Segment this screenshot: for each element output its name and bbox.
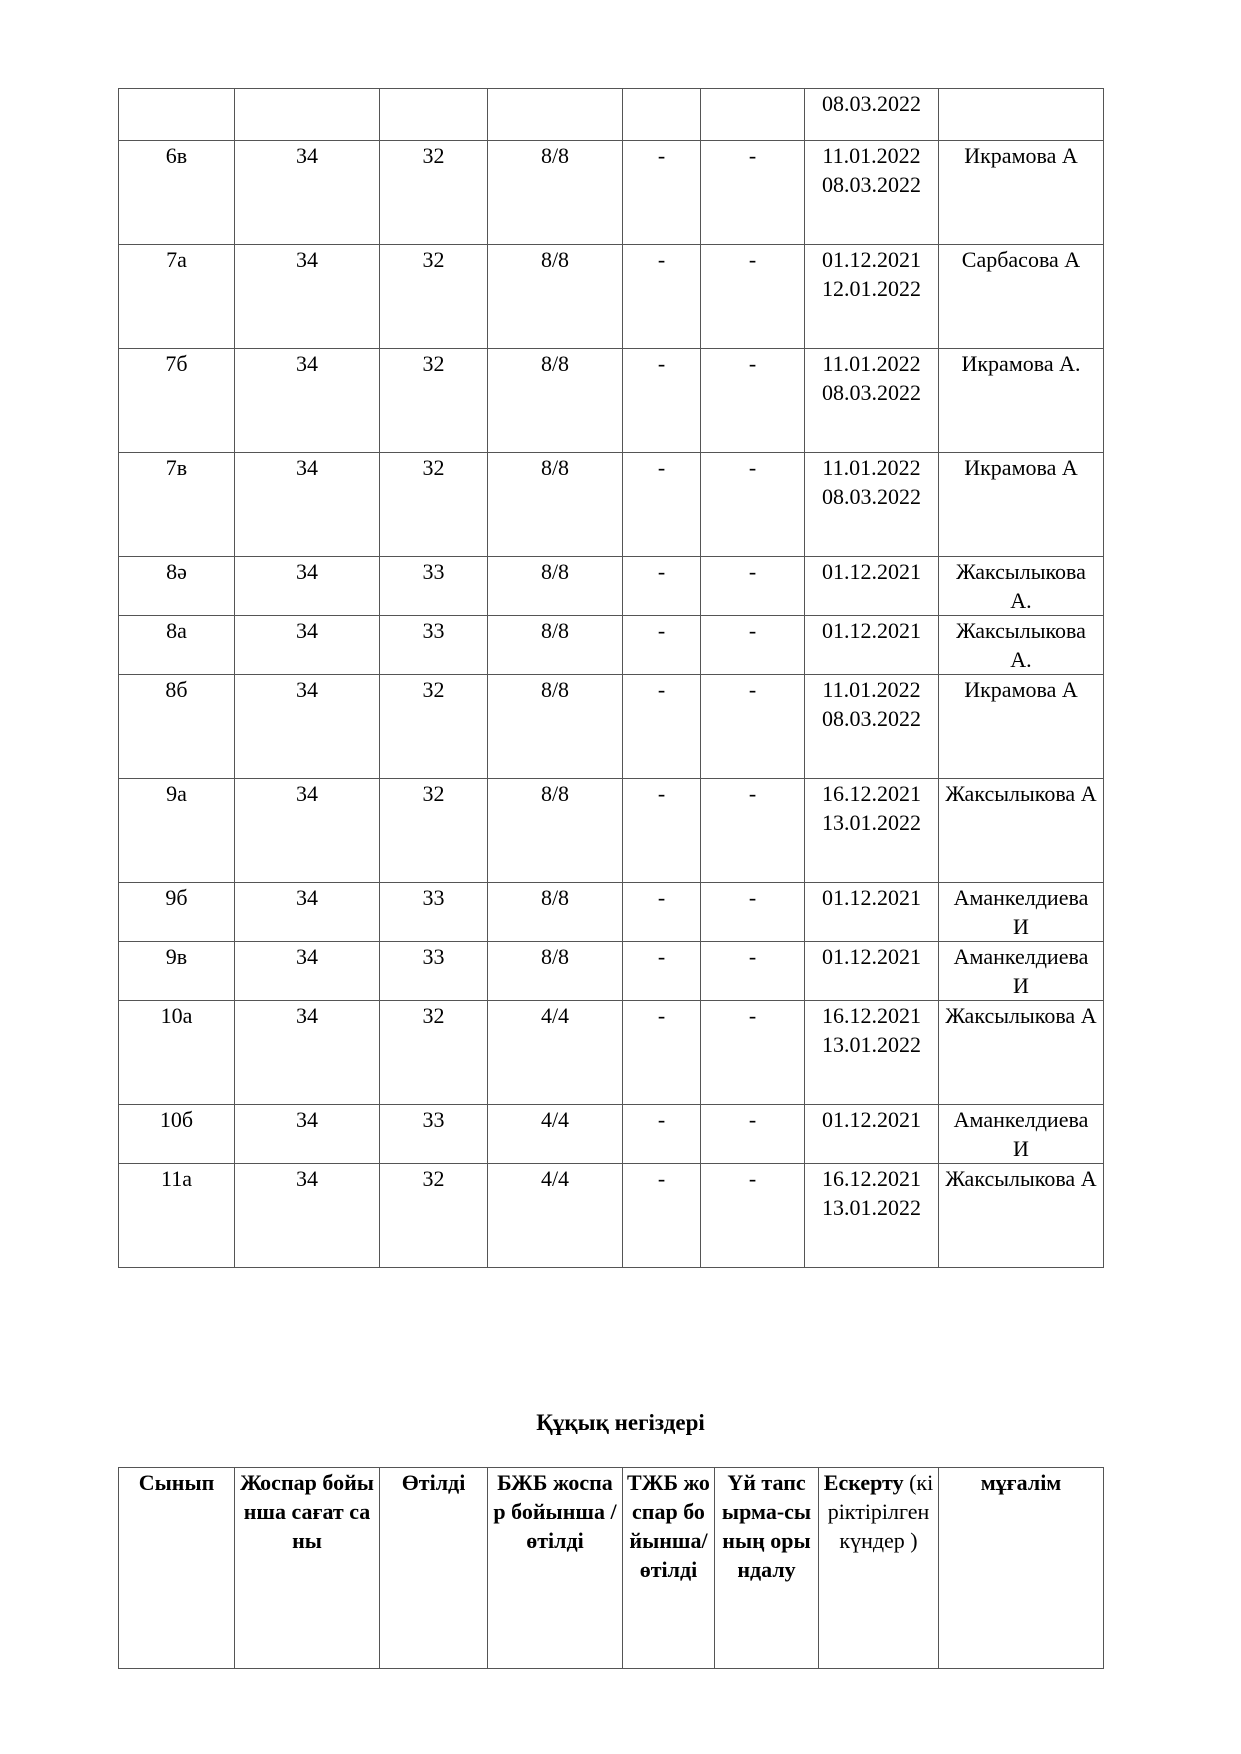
completed-cell: 33 — [380, 1105, 488, 1164]
date-value: 12.01.2022 — [822, 276, 921, 301]
planned-hours-cell: 34 — [235, 1001, 380, 1105]
dates-cell — [805, 942, 939, 1001]
homework-cell: - — [701, 942, 805, 1001]
completed-cell: 32 — [380, 141, 488, 245]
homework-cell: - — [701, 557, 805, 616]
dates-cell — [805, 349, 939, 453]
date-value: 08.03.2022 — [822, 172, 921, 197]
teacher-cell: Икрамова А — [939, 675, 1104, 779]
completed-cell: 33 — [380, 883, 488, 942]
bjb-cell: 4/4 — [488, 1105, 623, 1164]
dates-cell — [805, 1105, 939, 1164]
teacher-cell: Жаксылыкова А. — [939, 557, 1104, 616]
bjb-cell: 4/4 — [488, 1001, 623, 1105]
homework-cell: - — [701, 779, 805, 883]
teacher-cell: Икрамова А — [939, 453, 1104, 557]
table-row — [119, 616, 1104, 675]
planned-hours-cell: 34 — [235, 349, 380, 453]
table-row — [119, 1001, 1104, 1105]
completed-cell: 32 — [380, 453, 488, 557]
law-basics-table — [118, 1467, 1104, 1669]
teacher-cell: Жаксылыкова А — [939, 1001, 1104, 1105]
dates-cell — [805, 779, 939, 883]
completed-cell: 32 — [380, 245, 488, 349]
planned-hours-cell: 34 — [235, 453, 380, 557]
homework-cell — [701, 89, 805, 141]
homework-cell: - — [701, 349, 805, 453]
date-value: 16.12.2021 — [822, 1166, 921, 1191]
tjb-cell: - — [623, 1105, 701, 1164]
teacher-cell: Жаксылыкова А — [939, 779, 1104, 883]
homework-cell: - — [701, 141, 805, 245]
bjb-cell: 8/8 — [488, 349, 623, 453]
completed-cell: 32 — [380, 1164, 488, 1268]
tjb-cell: - — [623, 942, 701, 1001]
homework-cell: - — [701, 883, 805, 942]
homework-cell: - — [701, 1105, 805, 1164]
date-value: 13.01.2022 — [822, 1032, 921, 1057]
completed-cell: 32 — [380, 675, 488, 779]
completed-cell: 32 — [380, 349, 488, 453]
planned-hours-cell: 34 — [235, 1105, 380, 1164]
planned-hours-cell: 34 — [235, 557, 380, 616]
header-note — [819, 1468, 939, 1669]
header-note-title: Ескерту — [823, 1470, 904, 1495]
bjb-cell: 8/8 — [488, 883, 623, 942]
planned-hours-cell: 34 — [235, 883, 380, 942]
planned-hours-cell: 34 — [235, 779, 380, 883]
date-value: 11.01.2022 — [822, 677, 921, 702]
header-note-sub: (кіріктірілген күндер ) — [827, 1470, 934, 1553]
tjb-cell: - — [623, 557, 701, 616]
table-row — [119, 675, 1104, 779]
bjb-cell: 8/8 — [488, 557, 623, 616]
dates-cell — [805, 616, 939, 675]
planned-hours-cell — [235, 89, 380, 141]
teacher-cell: Жаксылыкова А — [939, 1164, 1104, 1268]
bjb-cell: 8/8 — [488, 616, 623, 675]
dates-cell — [805, 453, 939, 557]
date-value: 11.01.2022 — [822, 455, 921, 480]
tjb-cell: - — [623, 883, 701, 942]
tjb-cell: - — [623, 1001, 701, 1105]
bjb-cell: 8/8 — [488, 141, 623, 245]
homework-cell: - — [701, 616, 805, 675]
header-planned-hours: Жоспар бойынша сағат саны — [235, 1468, 380, 1669]
teacher-cell: Сарбасова А — [939, 245, 1104, 349]
teacher-cell: Аманкелдиева И — [939, 1105, 1104, 1164]
section-title: Құқық негіздері — [536, 1410, 705, 1435]
classes-table — [118, 88, 1104, 1268]
homework-cell: - — [701, 245, 805, 349]
date-value: 13.01.2022 — [822, 1195, 921, 1220]
homework-cell: - — [701, 1164, 805, 1268]
tjb-cell: - — [623, 616, 701, 675]
teacher-cell: Аманкелдиева И — [939, 883, 1104, 942]
bjb-cell: 8/8 — [488, 245, 623, 349]
header-teacher: мұғалім — [939, 1468, 1104, 1669]
teacher-cell — [939, 89, 1104, 141]
completed-cell — [380, 89, 488, 141]
dates-cell — [805, 1164, 939, 1268]
dates-cell — [805, 557, 939, 616]
date-value: 08.03.2022 — [822, 706, 921, 731]
bjb-cell: 4/4 — [488, 1164, 623, 1268]
planned-hours-cell: 34 — [235, 616, 380, 675]
date-value: 01.12.2021 — [822, 1107, 921, 1132]
date-value: 16.12.2021 — [822, 1003, 921, 1028]
table-row — [119, 453, 1104, 557]
dates-cell — [805, 245, 939, 349]
class-cell: 8ә — [119, 557, 235, 616]
dates-cell — [805, 675, 939, 779]
tjb-cell: - — [623, 141, 701, 245]
table-row — [119, 557, 1104, 616]
dates-cell — [805, 89, 939, 141]
tjb-cell — [623, 89, 701, 141]
header-bjb: БЖБ жоспар бойынша / өтілді — [488, 1468, 623, 1669]
date-value: 01.12.2021 — [822, 247, 921, 272]
header-completed: Өтілді — [380, 1468, 488, 1669]
date-value: 01.12.2021 — [822, 559, 921, 584]
class-cell: 7а — [119, 245, 235, 349]
header-tjb: ТЖБ жоспар бойынша/ өтілді — [623, 1468, 715, 1669]
class-cell: 11а — [119, 1164, 235, 1268]
tjb-cell: - — [623, 349, 701, 453]
date-value: 16.12.2021 — [822, 781, 921, 806]
tjb-cell: - — [623, 779, 701, 883]
planned-hours-cell: 34 — [235, 245, 380, 349]
teacher-cell: Жаксылыкова А. — [939, 616, 1104, 675]
dates-cell — [805, 883, 939, 942]
planned-hours-cell: 34 — [235, 675, 380, 779]
date-value: 11.01.2022 — [822, 351, 921, 376]
planned-hours-cell: 34 — [235, 1164, 380, 1268]
date-value: 08.03.2022 — [822, 484, 921, 509]
teacher-cell: Икрамова А. — [939, 349, 1104, 453]
completed-cell: 33 — [380, 616, 488, 675]
class-cell: 9а — [119, 779, 235, 883]
class-cell — [119, 89, 235, 141]
date-value: 13.01.2022 — [822, 810, 921, 835]
table-row — [119, 1164, 1104, 1268]
tjb-cell: - — [623, 675, 701, 779]
table-row — [119, 1105, 1104, 1164]
bjb-cell: 8/8 — [488, 675, 623, 779]
tjb-cell: - — [623, 1164, 701, 1268]
header-class: Сынып — [119, 1468, 235, 1669]
class-cell: 8б — [119, 675, 235, 779]
homework-cell: - — [701, 453, 805, 557]
date-value: 11.01.2022 — [822, 143, 921, 168]
planned-hours-cell: 34 — [235, 141, 380, 245]
class-cell: 10а — [119, 1001, 235, 1105]
bjb-cell: 8/8 — [488, 453, 623, 557]
table-row — [119, 349, 1104, 453]
date-value: 08.03.2022 — [822, 91, 921, 116]
table-row — [119, 942, 1104, 1001]
class-cell: 6в — [119, 141, 235, 245]
table-row — [119, 245, 1104, 349]
homework-cell: - — [701, 1001, 805, 1105]
class-cell: 7б — [119, 349, 235, 453]
class-cell: 7в — [119, 453, 235, 557]
class-cell: 8а — [119, 616, 235, 675]
date-value: 01.12.2021 — [822, 885, 921, 910]
table-row — [119, 883, 1104, 942]
teacher-cell: Аманкелдиева И — [939, 942, 1104, 1001]
tjb-cell: - — [623, 245, 701, 349]
class-cell: 9в — [119, 942, 235, 1001]
planned-hours-cell: 34 — [235, 942, 380, 1001]
completed-cell: 33 — [380, 942, 488, 1001]
class-cell: 10б — [119, 1105, 235, 1164]
completed-cell: 32 — [380, 1001, 488, 1105]
header-homework: Үй тапсырма-сының орындалу — [715, 1468, 819, 1669]
dates-cell — [805, 1001, 939, 1105]
teacher-cell: Икрамова А — [939, 141, 1104, 245]
header-row — [119, 1468, 1104, 1669]
date-value: 08.03.2022 — [822, 380, 921, 405]
homework-cell: - — [701, 675, 805, 779]
bjb-cell: 8/8 — [488, 779, 623, 883]
bjb-cell: 8/8 — [488, 942, 623, 1001]
date-value: 01.12.2021 — [822, 618, 921, 643]
completed-cell: 32 — [380, 779, 488, 883]
tjb-cell: - — [623, 453, 701, 557]
table-row — [119, 779, 1104, 883]
date-value: 01.12.2021 — [822, 944, 921, 969]
bjb-cell — [488, 89, 623, 141]
dates-cell — [805, 141, 939, 245]
table-row — [119, 89, 1104, 141]
completed-cell: 33 — [380, 557, 488, 616]
class-cell: 9б — [119, 883, 235, 942]
table-row — [119, 141, 1104, 245]
